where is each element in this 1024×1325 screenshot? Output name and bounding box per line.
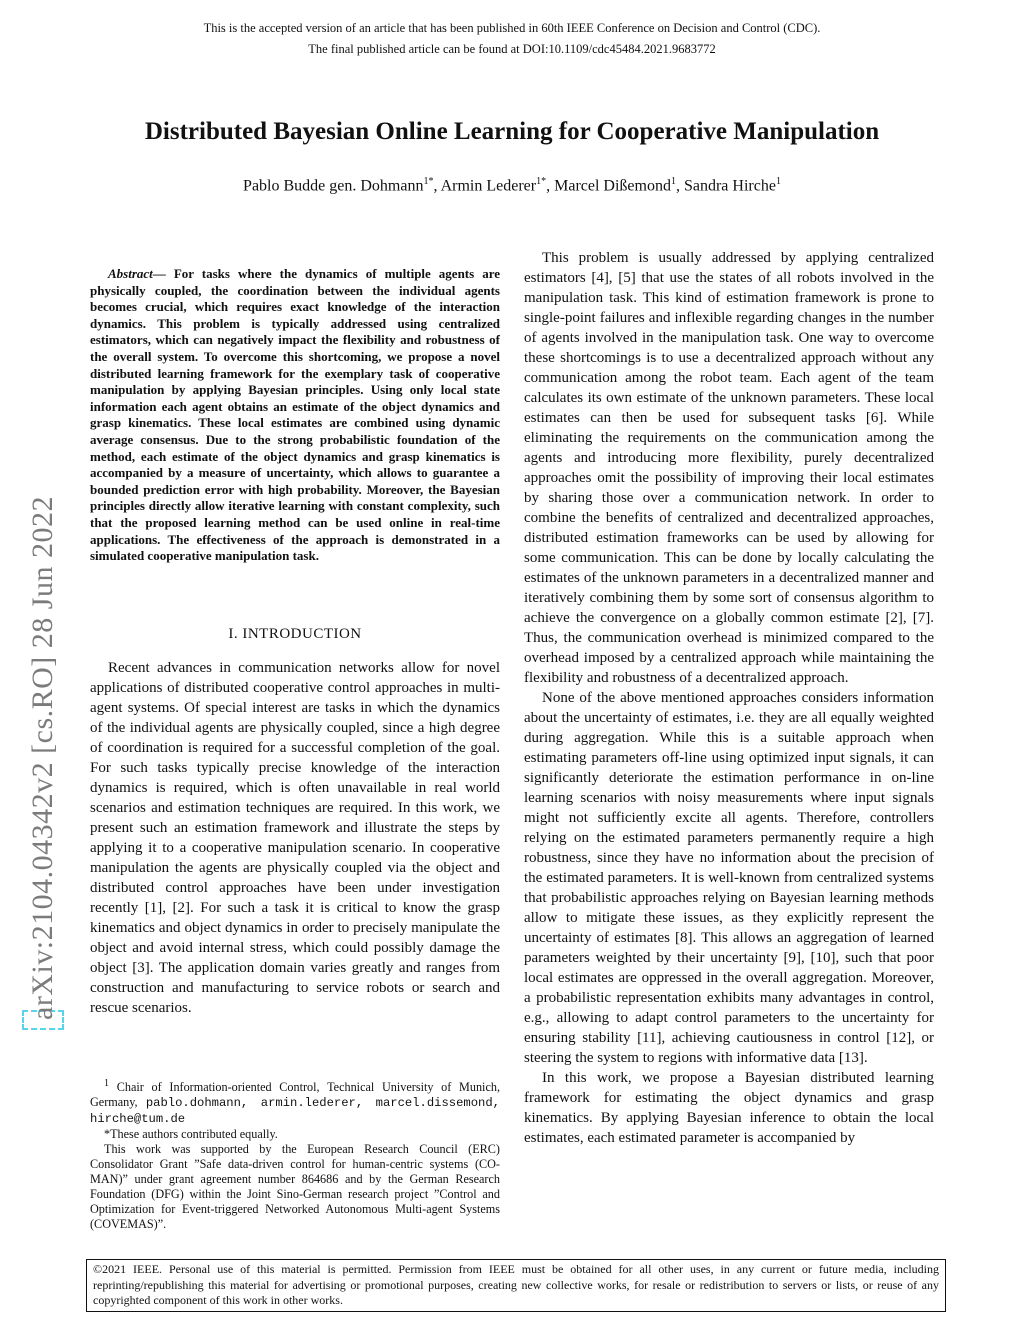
paragraph: This problem is usually addressed by applying centralized estimators [4], [5] that use the states of all robots involved in the manipulation task. This kind of estimation framework is prone to single-point failures and inflexible regarding changes in the number of agents involved in the manipulation task. One way to overcome these shortcomings is to use a decentralized approach without any communication among the robot team. Each agent of the team calculates its own estimate of the unknown parameters. These local estimates can then be used for subsequent tasks [6]. While eliminating the requirements on the communication among the agents and introducing more flexibility, purely decentralized approaches omit the possibility of improving their local estimates by sharing those over a communication network. In order to combine the benefits of centralized and decentralized approaches, distributed estimation frameworks can be used by allowing for some communication. This can be done by locally calculating the estimates of the unknown parameters in a decentralized manner and iteratively combining them by some sort of consensus algorithm to achieve the convergence on a globally common estimate [2], [7]. Thus, the communication overhead is minimized compared to the overhead imposed by a centralized approach while maintaining the flexibility and robustness of a decentralized approach. [524, 250, 934, 686]
author-affiliation-mark: 1 [670, 176, 676, 187]
affiliation-text: Chair of Information-oriented Control, Technical University of Munich, Germany, [90, 1080, 500, 1110]
paragraph: In this work, we propose a Bayesian distributed learning framework for estimating the object dynamics and grasp kinematics. By applying Bayesian inference to obtain the local estimates, each estimated parameter is accompanied by [524, 1070, 934, 1146]
author-name: Armin Lederer [440, 177, 537, 195]
paper-title: Distributed Bayesian Online Learning for Cooperative Manipulation [144, 118, 880, 145]
author-name: Pablo Budde gen. Dohmann [243, 177, 424, 195]
author-list: Pablo Budde gen. Dohmann$^{1*}$, Armin Lederer$^{1*}$, Marcel Dißemond$^1$, Sandra Hirche$^1$ [243, 176, 781, 195]
paragraph: Recent advances in communication networks allow for novel applications of distributed cooperative control approaches in multi-agent systems. Of special interest are tasks in which the dynamics of the individual agents are physically coupled, since a high degree of coordination is required for a successful completion of the goal. For such tasks typically precise knowledge of the interaction dynamics is required, which is often unavailable in real world scenarios and estimation techniques are required. In this work, we present such an estimation framework and illustrate the steps by applying it to a cooperative manipulation scenario. In cooperative manipulation the agents are physically coupled via the object and distributed control approaches have been under investigation recently [1], [2]. For such a task it is critical to know the grasp kinematics and object dynamics in order to precisely manipulate the object and avoid internal stress, which could possibly damage the object [3]. The application domain varies greatly and ranges from construction and manufacturing to service robots or search and rescue scenarios. [90, 660, 500, 1016]
abstract-label: Abstract [108, 266, 153, 281]
author-name: Sandra Hirche [683, 177, 776, 195]
publication-notice-line-2: The final published article can be found at DOI:10.1109/cdc45484.2021.9683772 [308, 42, 716, 56]
intro-body [90, 658, 500, 1018]
author-emails[interactable]: pablo.dohmann, armin.lederer, marcel.dissemond, hirche@tum.de [90, 1096, 500, 1127]
right-column-body [524, 248, 934, 1148]
author-affiliation-mark: 1* [423, 176, 434, 187]
footnote-mark: 1 [104, 1078, 109, 1089]
author-affiliation-mark: 1* [536, 176, 547, 187]
author-name: Marcel Dißemond [554, 177, 671, 195]
section-heading-introduction: I. INTRODUCTION [228, 626, 362, 642]
footnotes [90, 1076, 500, 1232]
paragraph: None of the above mentioned approaches considers information about the uncertainty of estimates, i.e. they are all equally weighted during aggregation. While this is a suitable approach when estimating parameters off-line using optimized input signals, it can significantly deteriorate the estimation performance in on-line learning scenarios with noisy measurements where input signals might not sufficiently excite all agents. Therefore, controllers relying on the estimated parameters permanently require a high robustness, since they have no information about the precision of the estimated parameters. It is well-known from centralized systems that probabilistic approaches relying on Bayesian learning methods allow to mitigate these issues, as they explicitly represent the uncertainty of estimates [8]. This allows an aggregation of learned parameters weighted by their uncertainty [9], [10], such that poor local estimates are oppressed in the overall aggregation. Moreover, a probabilistic representation exhibits many advantages in control, e.g., allowing to adapt control parameters to the uncertainty for ensuring stability [11], achieving cautiousness in control [12], or steering the system to regions with informative data [13]. [524, 690, 934, 1066]
author-affiliation-mark: 1 [775, 176, 781, 187]
footnote-funding: This work was supported by the European Research Council (ERC) Consolidator Grant ”Safe data-driven control for human-centric systems (CO-MAN)” under grant agreement number 864686 and by the German Research Foundation (DFG) within the Joint Sino-German research project ”Control and Optimization for Event-triggered Networked Autonomous Multi-agent Systems (COVEMAS)”. [90, 1142, 500, 1232]
publication-notice-line-1: This is the accepted version of an article that has been published in 60th IEEE Conference on Decision and Control (CDC). [203, 21, 821, 35]
footnote-equal-contribution: *These authors contributed equally. [104, 1127, 278, 1142]
abstract-text: For tasks where the dynamics of multiple agents are physically coupled, the coordination between the individual agents becomes crucial, which requires exact knowledge of the interaction dynamics. This problem is typically addressed using centralized estimators, which can negatively impact the flexibility and robustness of the overall system. To overcome this shortcoming, we propose a novel distributed learning framework for the exemplary task of cooperative manipulation by applying Bayesian principles. Using only local state information each agent obtains an estimate of the object dynamics and grasp kinematics. These local estimates are combined using dynamic average consensus. Due to the strong probabilistic foundation of the method, each estimate of the object dynamics and grasp kinematics is accompanied by a measure of uncertainty, which allows to guarantee a bounded prediction error with high probability. Moreover, the Bayesian principles directly allow iterative learning with constant complexity, such that the proposed learning method can be used online in real-time applications. The effectiveness of the approach is demonstrated in a simulated cooperative manipulation task. [90, 266, 501, 564]
abstract: Abstract— For tasks where the dynamics of multiple agents are physically coupled, the coordination between the individual agents becomes crucial, which requires exact knowledge of the interaction dynamics. This problem is typically addressed using centralized estimators, which can negatively impact the flexibility and robustness of the overall system. To overcome this shortcoming, we propose a novel distributed learning framework for the exemplary task of cooperative manipulation by applying Bayesian principles. Using only local state information each agent obtains an estimate of the object dynamics and grasp kinematics. These local estimates are combined using dynamic average consensus. Due to the strong probabilistic foundation of the method, each estimate of the object dynamics and grasp kinematics is accompanied by a measure of uncertainty, which allows to guarantee a bounded prediction error with high probability. Moreover, the Bayesian principles directly allow iterative learning with constant complexity, such that the proposed learning method can be used online in real-time applications. The effectiveness of the approach is demonstrated in a simulated cooperative manipulation task. [90, 266, 501, 564]
arxiv-id[interactable]: arXiv:2104.04342v2 [cs.RO] 28 Jun 2022 [22, 1010, 64, 1030]
copyright-notice: ©2021 IEEE. Personal use of this material is permitted. Permission from IEEE must be obtained for all other uses, in any current or future media, including reprinting/republishing this material for advertising or promotional purposes, creating new collective works, for resale or redistribution to servers or lists, or reuse of any copyrighted component of this work in other works. [86, 1259, 946, 1312]
footnote-affiliation [90, 1076, 500, 1127]
